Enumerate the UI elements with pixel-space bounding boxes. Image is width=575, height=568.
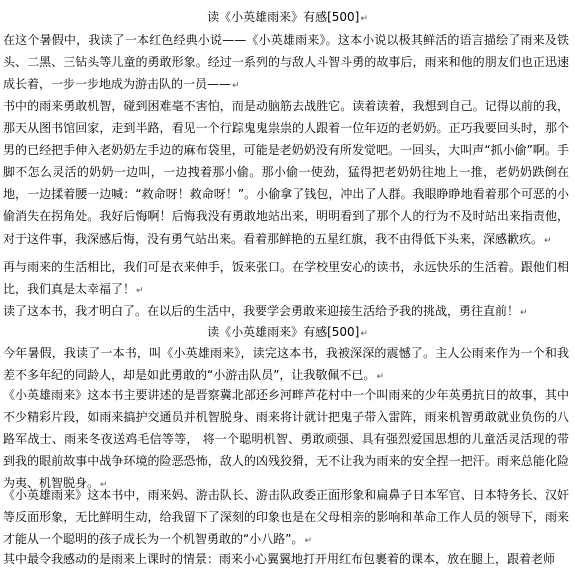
- essay1-paragraph-1: [3, 29, 569, 97]
- essay2-title-text: 读《小英雄雨来》有感[500]: [207, 325, 360, 339]
- paragraph-text: 今年暑假，我读了一本书，叫《小英雄雨来》，读完这本书，我被深深的震憾了。主人公雨来作为一个和我差不多年纪的同龄人，却是如此勇敢的“小游击队员”，让我敬佩不已。: [3, 346, 569, 383]
- paragraph-text: 在这个暑假中，我读了一本红色经典小说——《小英雄雨来》。这本小说以极其鲜活的语言描绘了雨来及铁头、二黑、三钻头等儿童的勇敢形象。经过一系列的与敌人斗智斗勇的故事后，雨来和他的朋友们也正迅速成长着，一步一步地成为游击队的一员——: [3, 33, 569, 92]
- essay1-title: [0, 10, 575, 27]
- paragraph-text: 再与雨来的生活相比，我们可是衣来伸手，饭来张口。在学校里安心的读书，永远快乐的生活着。跟他们相比，我们真是太幸福了！: [3, 260, 569, 297]
- return-mark: ↵: [520, 308, 528, 318]
- essay1-paragraph-2: [3, 95, 569, 252]
- return-mark: ↵: [136, 286, 144, 297]
- return-mark: ↵: [304, 536, 312, 547]
- return-mark: ↵: [100, 480, 108, 491]
- paragraph-text: 读了这本书，我才明白了。在以后的生活中，我要学会勇敢来迎接生活给予我的挑战，勇往直前！: [3, 304, 520, 318]
- essay1-paragraph-3: [3, 256, 569, 302]
- return-mark: ↵: [544, 235, 552, 246]
- paragraph-text: 《小英雄雨来》这本书中，雨来妈、游击队长、游击队政委正面形象和扁鼻子日本军官、日本特务长、汉奸等反面形象，无比鲜明生动，给我留下了深刻的印象也是在父母相亲的影响和革命工作人员的领导下，雨来才能从一个聪明的孩子成长为一个机智勇敢的“小八路”。: [3, 488, 569, 547]
- paragraph-text: 其中最令我感动的是雨来上课时的情景：雨来小心翼翼地打开用红布包裹着的课本，放在腿上，跟着老师: [3, 552, 556, 566]
- essay2-paragraph-1: [3, 342, 569, 388]
- essay2-paragraph-2: [3, 384, 569, 496]
- essay1-title-text: 读《小英雄雨来》有感[500]: [207, 10, 360, 24]
- paragraph-text: 书中的雨来勇敢机智，碰到困难毫不害怕，而是动脑筋去战胜它。读着读着，我想到自己。记得以前的我，那天从图书馆回家，走到半路，看见一个行踪鬼鬼祟祟的人跟着一位年迈的老奶奶。正巧我要回头时，那个男的已经把手伸入老奶奶左手边的麻布袋里，可能是老奶奶没有所发觉吧。一回头，大叫声“抓小偷”啊。手脚不怎么灵活的奶奶一边叫，一边拽着那小偷。那小偷一使劲，猛得把老奶奶往地上一推，老奶奶跌倒在地，一边揉着腰一边喊：“救命呀！救命呀！”。小偷拿了钱包，冲出了人群。我眼睁睁地看着那个可恶的小偷消失在拐角处。我好后悔啊！后悔我没有勇敢地站出来，明明看到了那个人的行为不及时站出来指责他，对于这件事，我深感后悔，没有勇气站出来。看着那鲜艳的五星红旗，我不由得低下头来，深感歉疚。: [3, 99, 569, 246]
- paragraph-text: 《小英雄雨来》这本书主要讲述的是晋察冀北部还乡河畔芦花村中一个叫雨来的少年英勇抗日的故事，其中不少精彩片段，如雨来搞护交通员并机智脱身、雨来将计就计把鬼子带入雷阵，雨来机智勇敢就业负伤的八路军战士、雨来冬夜送鸡毛信等等， 将一个聪明机智、勇敢顽强、具有强烈爱国思想的儿童活灵活现的带到我的眼前故事中战争环境的险恶恐怖，敌人的凶残狡猾，无不让我为雨来的安全捏一把汗。雨来总能化险为夷、机智脱身。: [3, 388, 569, 491]
- essay1-paragraph-4: [3, 300, 569, 324]
- return-mark: ↵: [360, 329, 368, 339]
- return-mark: ↵: [376, 372, 384, 383]
- return-mark: ↵: [360, 14, 368, 24]
- essay2-paragraph-4: [3, 548, 569, 568]
- essay2-title: [0, 325, 575, 342]
- return-mark: ↵: [232, 81, 240, 92]
- essay2-paragraph-3: [3, 484, 569, 552]
